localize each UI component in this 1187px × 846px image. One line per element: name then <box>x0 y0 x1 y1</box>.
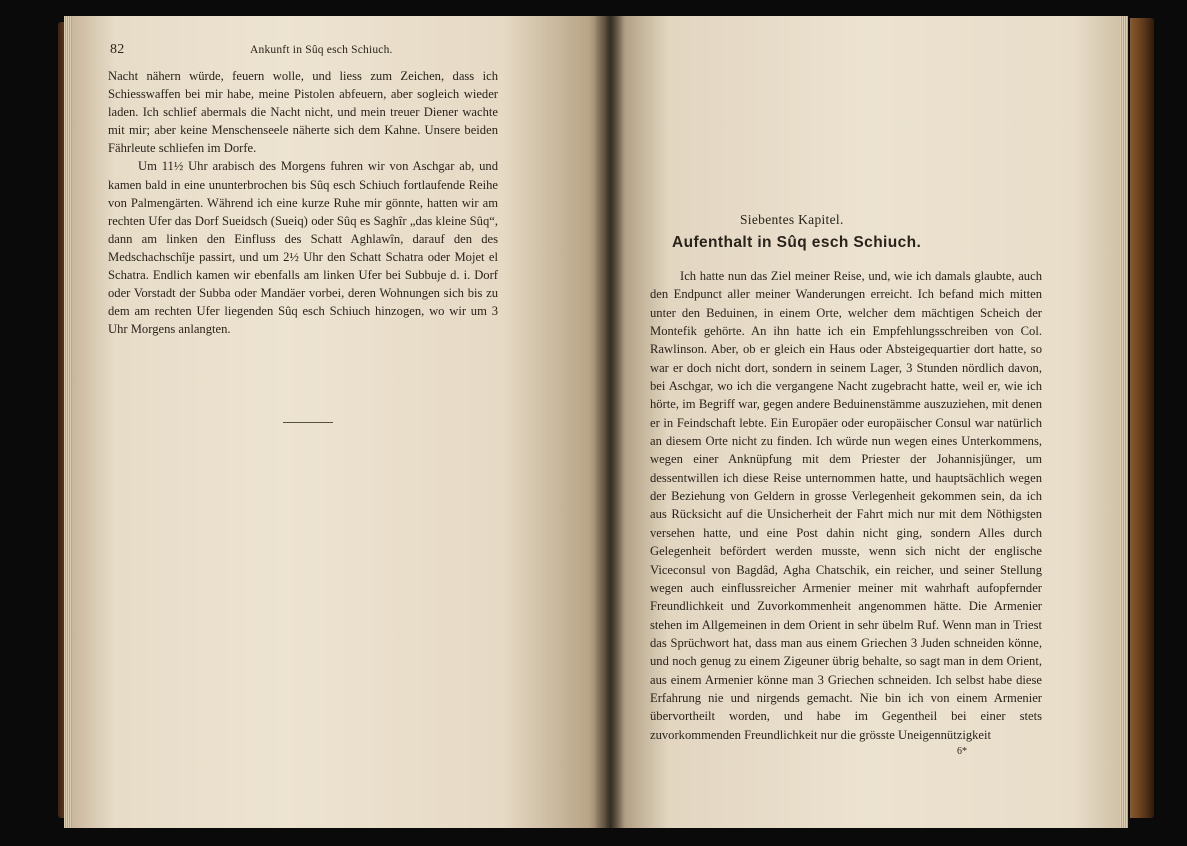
chapter-number: Siebentes Kapitel. <box>740 212 844 227</box>
right-page-text <box>650 267 1042 744</box>
left-page-text <box>108 67 498 338</box>
book-cover-right <box>1130 18 1154 818</box>
paragraph: Nacht nähern würde, feuern wolle, und liess zum Zeichen, dass ich Schiesswaffen bei mir habe, meine Pistolen abfeuern, aber sogleich wieder laden. Ich schlief abermals die Nacht nicht, und mein treuer Diener wachte mit mir; aber keine Menschenseele näherte sich dem Kahne. Unsere beiden Fährleute schliefen im Dorfe. <box>108 69 498 156</box>
page-edges-left <box>64 16 72 828</box>
chapter-end-rule <box>283 422 333 423</box>
paragraph: Ich hatte nun das Ziel meiner Reise, und, wie ich damals glaubte, auch den Endpunct aller meiner Wanderungen erreicht. Ich befand mich mitten unter den Beduinen, in einem Orte, welcher dem mächtigen Scheich der Montefik gehörte. An ihn hatte ich ein Empfehlungsschreiben von Col. Rawlinson. Aber, ob er gleich ein Haus oder Absteigequartier dort hatte, so war er doch nicht dort, sondern in seinem Lager, 3 Stunden nördlich davon, bei Aschgar, wo ich die vergangene Nacht zugebracht hatte, weil er, wie ich hörte, im Begriff war, gegen andere Beduinenstämme auszuziehen, mit denen er in Feindschaft lebte. Ein Europäer oder europäischer Consul war natürlich an diesem Orte nicht zu finden. Ich würde nun wegen eines Unterkommens, wegen einer Anknüpfung mit dem Priester der Johannisjünger, um dessentwillen ich diese Reise unternommen hatte, und hauptsächlich wegen der Beziehung von Geldern in grosse Verlegenheit gekommen sein, da ich aus Rücksicht auf die Unsicherheit der Fahrt mich nur mit dem Nöthigsten versehen hatte, und eine Post dahin nicht ging, sondern Alles durch Gelegenheit befördert werden musste, wenn sich nicht der englische Viceconsul von Bagdâd, Agha Chatschik, ein reicher, und seiner Stellung wegen auch einflussreicher Armenier meiner mit wahrhaft aufopfernder Freundlichkeit und Zuvorkommenheit angenommen hätte. Die Armenier stehen im Allgemeinen in dem Orient in sehr übelm Ruf. Wenn man in Triest das Sprüchwort hat, dass man aus einem Griechen 3 Juden schneiden könne, und noch genug zu einem Zigeuner übrig behalte, so sagt man in dem Orient, aus einem Armenier könne man 3 Griechen schneiden. Ich selbst habe diese Erfahrung nie und nirgends gemacht. Nie bin ich von einem Armenier übervortheilt worden, und habe im Gegentheil bei einer stets zuvorkommenden Freundlichkeit nur die grösste Uneigennützigkeit <box>650 269 1042 742</box>
running-title: Ankunft in Sûq esch Schiuch. <box>250 44 393 56</box>
signature-mark: 6* <box>957 746 967 757</box>
chapter-title: Aufenthalt in Sûq esch Schiuch. <box>672 234 922 251</box>
page-number: 82 <box>110 42 125 57</box>
paragraph: Um 11½ Uhr arabisch des Morgens fuhren wir von Aschgar ab, und kamen bald in eine ununterbrochen bis Sûq esch Schiuch fortlaufende Reihe von Palmengärten. Während ich eine kurze Ruhe mir gönnte, hatten wir am rechten Ufer das Dorf Sueidsch (Sueiq) oder Sûq es Saghîr „das kleine Sûq“, dann am linken den Einfluss des Schatt Aghlawîn, darauf den des Medschachschîje passirt, und um 2½ Uhr den Schatt Schatra oder Mojet el Schatra. Endlich kamen wir ebenfalls am linken Ufer bei Subbuje d. i. Dorf oder Vorstadt der Subba oder Mandäer vorbei, deren Wohnungen sich bis zu dem am rechten Ufer liegenden Sûq esch Schiuch hinzogen, wo wir um 3 Uhr Morgens anlangten. <box>108 159 498 337</box>
page-edges-right <box>1120 16 1128 828</box>
book-gutter <box>594 16 624 828</box>
